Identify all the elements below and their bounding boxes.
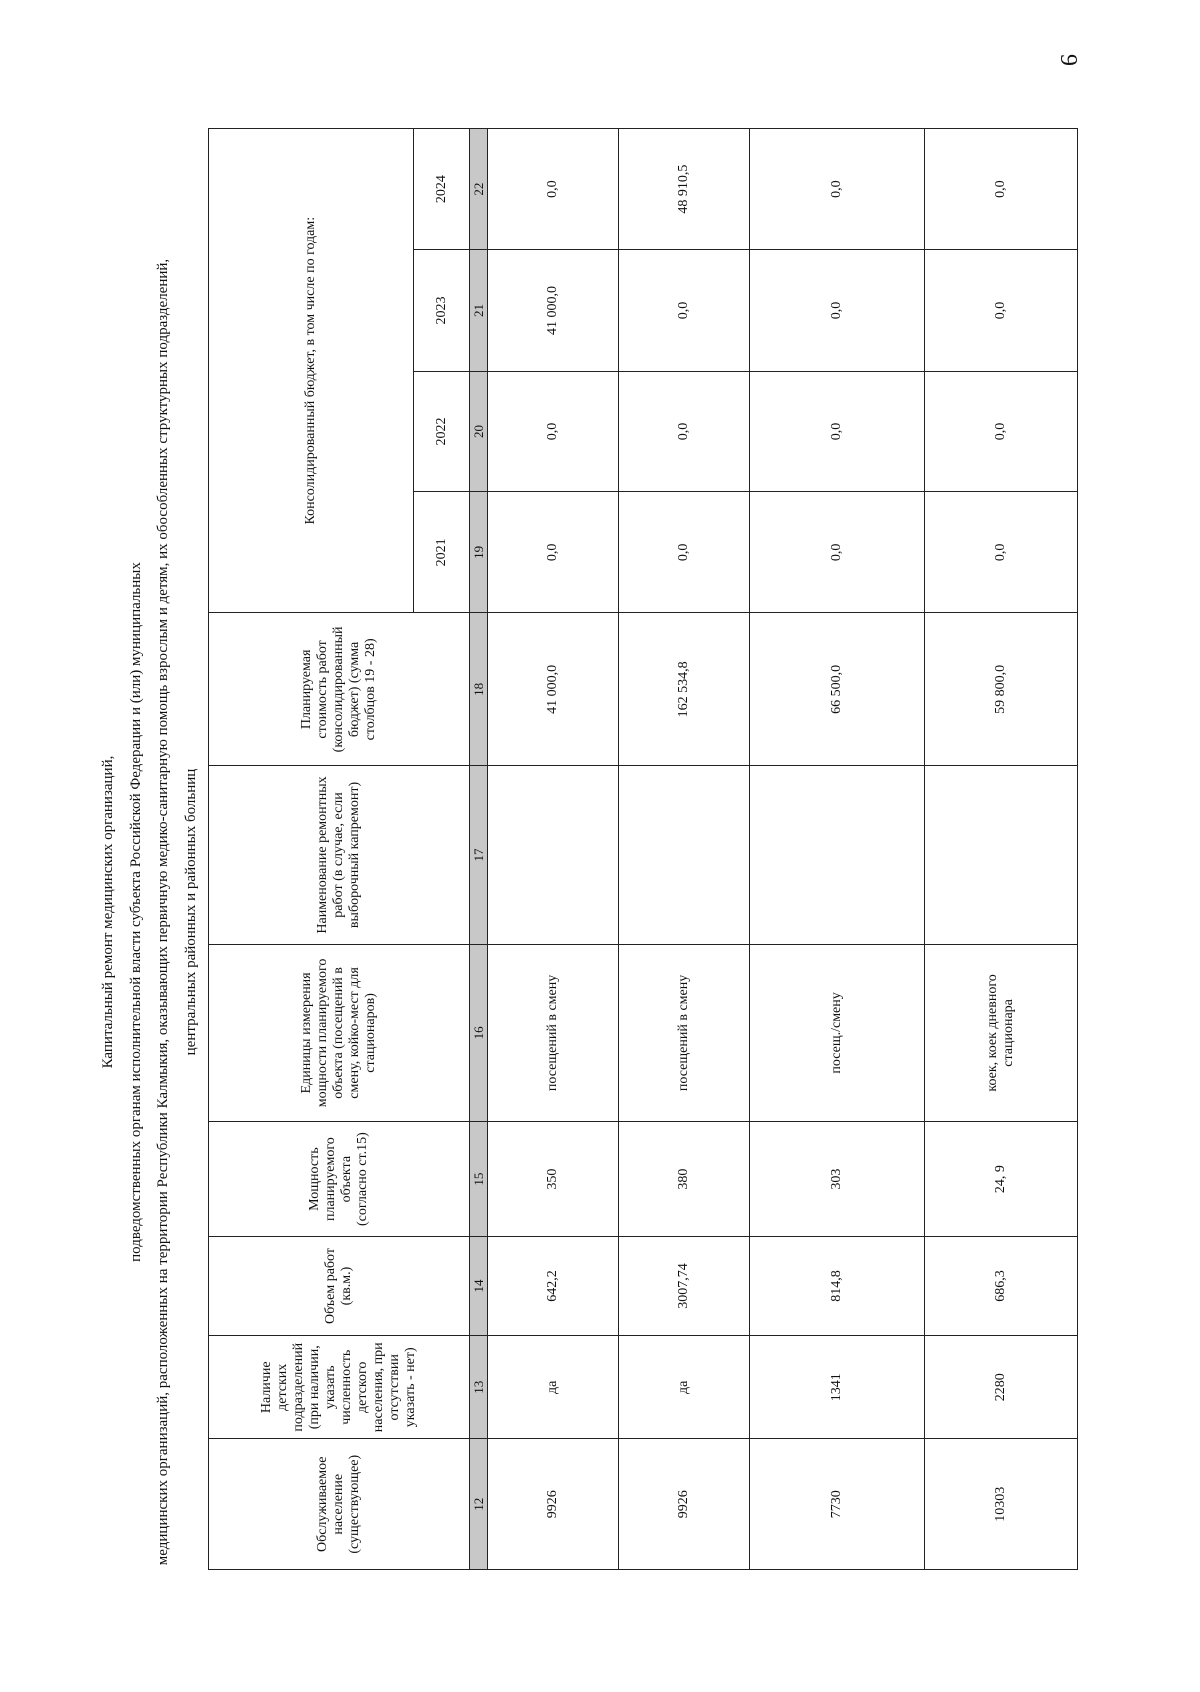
column-number: 22 xyxy=(470,129,488,250)
page-number: 9 xyxy=(1055,54,1082,66)
cell-2022: 0,0 xyxy=(619,371,750,492)
cell-units: посещений в смену xyxy=(488,944,619,1122)
title-line: подведомственных органам исполнительной власти субъекта Российской Федерации и (или) муниципальных xyxy=(127,562,144,1262)
cell-2021: 0,0 xyxy=(488,492,619,613)
cell-2024: 0,0 xyxy=(925,129,1078,250)
column-number: 14 xyxy=(470,1236,488,1335)
cell-repair xyxy=(619,766,750,944)
cell-population: 9926 xyxy=(488,1439,619,1570)
cell-repair xyxy=(750,766,925,944)
cell-volume: 642,2 xyxy=(488,1236,619,1335)
header-budget-group: Консолидированный бюджет, в том числе по годам: xyxy=(209,129,414,613)
column-number: 13 xyxy=(470,1336,488,1439)
column-number: 18 xyxy=(470,613,488,766)
cell-volume: 814,8 xyxy=(750,1236,925,1335)
cell-cost: 41 000,0 xyxy=(488,613,619,766)
cell-population: 9926 xyxy=(619,1439,750,1570)
header-capacity-units: Единицы измерения мощности планируемого объекта (посещений в смену, койко-мест для стационаров) xyxy=(209,944,470,1122)
cell-units: посещ./смену xyxy=(750,944,925,1122)
cell-volume: 3007,74 xyxy=(619,1236,750,1335)
cell-2021: 0,0 xyxy=(619,492,750,613)
cell-2023: 0,0 xyxy=(750,250,925,371)
cell-2022: 0,0 xyxy=(925,371,1078,492)
header-year: 2023 xyxy=(414,250,470,371)
cell-2023: 41 000,0 xyxy=(488,250,619,371)
cell-units: коек, коек дневного стационара xyxy=(925,944,1078,1122)
cell-volume: 686,3 xyxy=(925,1236,1078,1335)
header-volume: Объем работ (кв.м.) xyxy=(209,1236,470,1335)
column-number: 15 xyxy=(470,1122,488,1237)
cell-capacity: 380 xyxy=(619,1122,750,1237)
cell-2023: 0,0 xyxy=(925,250,1078,371)
header-year: 2024 xyxy=(414,129,470,250)
column-number: 17 xyxy=(470,766,488,944)
cell-2021: 0,0 xyxy=(925,492,1078,613)
cell-children: 2280 xyxy=(925,1336,1078,1439)
title-line: Капитальный ремонт медицинских организаций, xyxy=(100,755,116,1069)
cell-2022: 0,0 xyxy=(488,371,619,492)
cell-capacity: 350 xyxy=(488,1122,619,1237)
cell-capacity: 24, 9 xyxy=(925,1122,1078,1237)
cell-cost: 66 500,0 xyxy=(750,613,925,766)
column-number: 21 xyxy=(470,250,488,371)
cell-2024: 0,0 xyxy=(750,129,925,250)
table-row xyxy=(619,129,750,1570)
header-population: Обслуживаемое население (существующее) xyxy=(209,1439,470,1570)
cell-capacity: 303 xyxy=(750,1122,925,1237)
cell-2023: 0,0 xyxy=(619,250,750,371)
rotated-sheet xyxy=(0,128,1200,1692)
cell-children: да xyxy=(619,1336,750,1439)
cell-population: 10303 xyxy=(925,1439,1078,1570)
cell-2022: 0,0 xyxy=(750,371,925,492)
cell-children: да xyxy=(488,1336,619,1439)
cell-2024: 0,0 xyxy=(488,129,619,250)
header-capacity: Мощность планируемого объекта (согласно ст.15) xyxy=(209,1122,470,1237)
cell-children: 1341 xyxy=(750,1336,925,1439)
cell-2021: 0,0 xyxy=(750,492,925,613)
header-year: 2021 xyxy=(414,492,470,613)
cell-population: 7730 xyxy=(750,1439,925,1570)
title-line: медицинских организаций, расположенных на территории Республики Калмыкия, оказывающих первичную медико-санитарную помощь взрослым и детям, их обособленных структурных подразделений, xyxy=(155,258,171,1566)
table-row xyxy=(925,129,1078,1570)
cell-repair xyxy=(925,766,1078,944)
header-planned-cost: Планируемая стоимость работ (консолидированный бюджет) (сумма столбцов 19 - 28) xyxy=(209,613,470,766)
column-number: 16 xyxy=(470,944,488,1122)
header-year: 2022 xyxy=(414,371,470,492)
cell-2024: 48 910,5 xyxy=(619,129,750,250)
cell-units: посещений в смену xyxy=(619,944,750,1122)
header-children-units: Наличие детских подразделений (при наличии, указать численность детского населения, при отсутствии указать - нет) xyxy=(209,1336,470,1439)
repair-table xyxy=(208,128,1078,1570)
column-number: 19 xyxy=(470,492,488,613)
column-number: 20 xyxy=(470,371,488,492)
header-repair-name: Наименование ремонтных работ (в случае, если выборочный капремонт) xyxy=(209,766,470,944)
document-title xyxy=(95,152,205,1672)
title-line: центральных районных и районных больниц xyxy=(182,768,199,1056)
column-number: 12 xyxy=(470,1439,488,1570)
table-row xyxy=(750,129,925,1570)
cell-cost: 162 534,8 xyxy=(619,613,750,766)
cell-cost: 59 800,0 xyxy=(925,613,1078,766)
table-row xyxy=(488,129,619,1570)
cell-repair xyxy=(488,766,619,944)
